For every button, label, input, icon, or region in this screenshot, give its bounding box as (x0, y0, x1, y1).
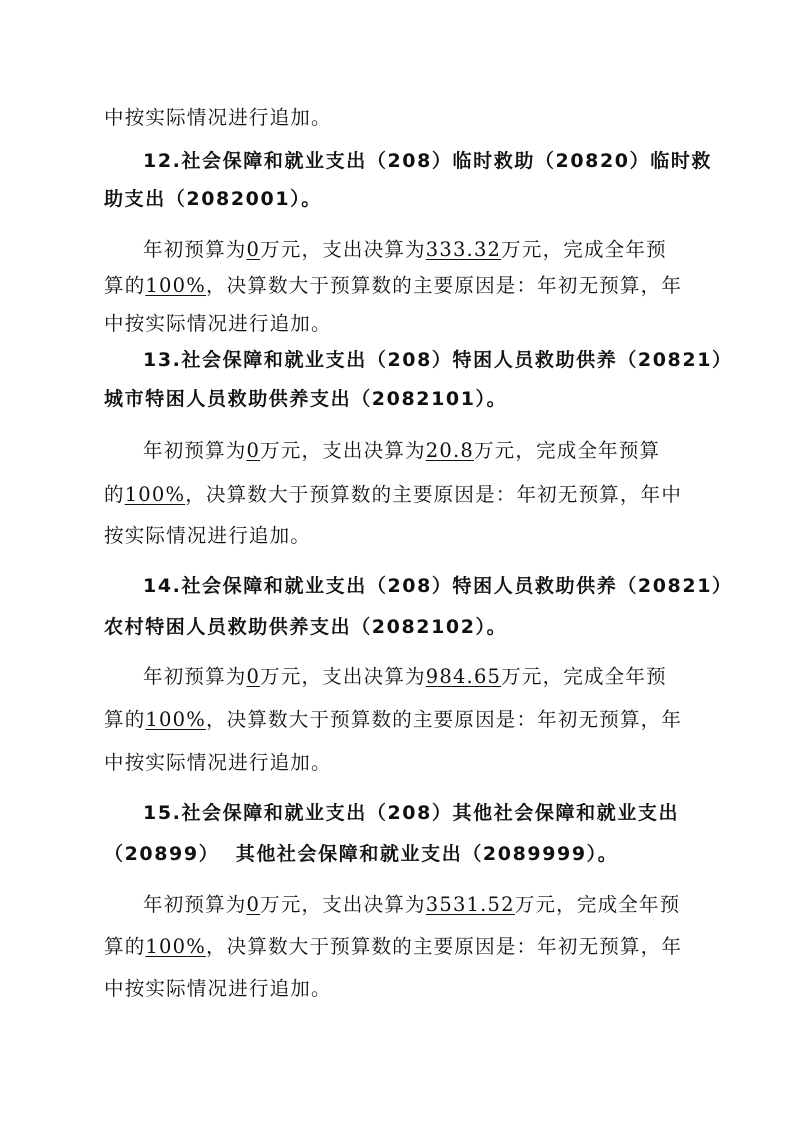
item-15-body-line3: 中按实际情况进行追加。 (104, 977, 332, 1000)
item-15-rate-value: 100% (145, 935, 206, 958)
item-13-actual-value: 20.8 (425, 439, 474, 462)
item-12-post1: 万元，完成全年预 (501, 238, 667, 261)
item-13-body-line2 (104, 481, 682, 509)
item-12-rate-value: 100% (145, 274, 206, 297)
item-13-post2: ，决算数大于预算数的主要原因是：年初无预算，年中 (185, 483, 683, 506)
item-12-heading-line1: 12.社会保障和就业支出（208）临时救助（20820）临时救 (143, 150, 713, 172)
item-14-body-line1 (143, 663, 667, 691)
item-12-mid1: 万元，支出决算为 (260, 238, 426, 261)
item-14-pre1: 年初预算为 (143, 665, 247, 688)
item-14-post2: ，决算数大于预算数的主要原因是：年初无预算，年 (205, 708, 683, 731)
item-12-heading-line2: 助支出（2082001）。 (104, 188, 322, 210)
item-15-heading-line2: （20899） 其他社会保障和就业支出（2089999）。 (104, 843, 619, 865)
item-12-actual-value: 333.32 (425, 238, 502, 261)
item-15-actual-value: 3531.52 (425, 893, 515, 916)
item-14-actual-value: 984.65 (425, 665, 502, 688)
item-14-budget-value: 0 (246, 665, 261, 688)
item-14-heading-line2: 农村特困人员救助供养支出（2082102）。 (104, 616, 508, 638)
item-15-post2: ，决算数大于预算数的主要原因是：年初无预算，年 (205, 935, 683, 958)
item-15-body-line1 (143, 891, 680, 919)
item-15-mid1: 万元，支出决算为 (260, 893, 426, 916)
item-14-heading-line1: 14.社会保障和就业支出（208）特困人员救助供养（20821） (143, 575, 733, 597)
item-15-budget-value: 0 (246, 893, 261, 916)
item-13-pre2: 的 (104, 483, 125, 506)
item-12-pre2: 算的 (104, 274, 146, 297)
item-12-post2: ，决算数大于预算数的主要原因是：年初无预算，年 (205, 274, 683, 297)
item-12-budget-value: 0 (246, 238, 261, 261)
item-14-body-line2 (104, 706, 682, 734)
item-13-heading-line2: 城市特困人员救助供养支出（2082101）。 (104, 388, 508, 410)
item-13-pre1: 年初预算为 (143, 439, 247, 462)
item-15-pre2: 算的 (104, 935, 146, 958)
item-13-post1: 万元，完成全年预算 (473, 439, 661, 462)
item-14-pre2: 算的 (104, 708, 146, 731)
item-14-post1: 万元，完成全年预 (501, 665, 667, 688)
item-12-body-line2 (104, 272, 682, 300)
item-12-body-line3: 中按实际情况进行追加。 (104, 312, 332, 335)
carry-over-line: 中按实际情况进行追加。 (104, 106, 332, 129)
item-13-mid1: 万元，支出决算为 (260, 439, 426, 462)
item-15-post1: 万元，完成全年预 (514, 893, 681, 916)
item-14-mid1: 万元，支出决算为 (260, 665, 426, 688)
item-12-body-line1 (143, 236, 667, 264)
item-14-rate-value: 100% (145, 708, 206, 731)
item-15-pre1: 年初预算为 (143, 893, 247, 916)
item-13-body-line3: 按实际情况进行追加。 (104, 524, 312, 547)
item-15-body-line2 (104, 933, 682, 961)
item-13-heading-line1: 13.社会保障和就业支出（208）特困人员救助供养（20821） (143, 349, 733, 371)
item-13-body-line1 (143, 437, 660, 465)
item-13-rate-value: 100% (124, 483, 186, 506)
item-14-body-line3: 中按实际情况进行追加。 (104, 751, 332, 774)
item-15-heading-line1: 15.社会保障和就业支出（208）其他社会保障和就业支出 (143, 802, 680, 824)
item-12-pre1: 年初预算为 (143, 238, 247, 261)
item-13-budget-value: 0 (246, 439, 261, 462)
